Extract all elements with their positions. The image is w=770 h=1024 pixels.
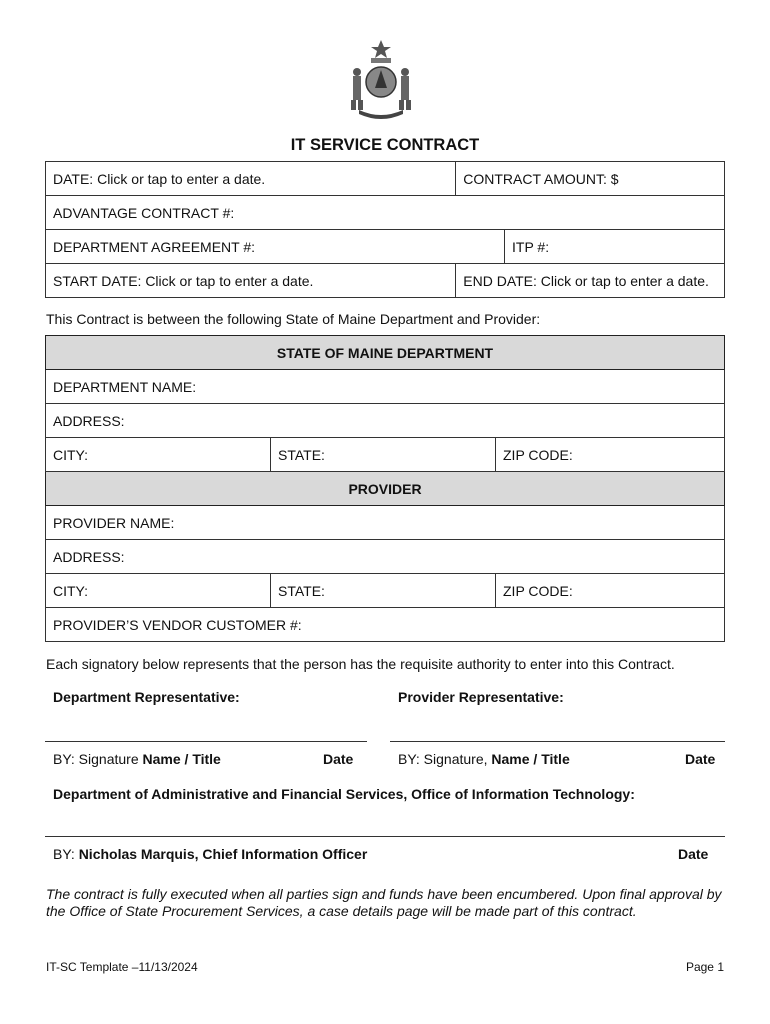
provider-city-field[interactable]: CITY: (46, 574, 271, 608)
cio-name-title: Nicholas Marquis, Chief Information Officer (78, 846, 368, 862)
itp-field[interactable]: ITP #: (505, 230, 725, 264)
by-signature-text: BY: Signature (53, 751, 143, 767)
department-address-field[interactable]: ADDRESS: (46, 404, 725, 438)
provider-date-label: Date (685, 751, 716, 767)
signatory-statement: Each signatory below represents that the person has the requisite authority to enter into this Contract. (46, 656, 675, 672)
provider-zip-field[interactable]: ZIP CODE: (496, 574, 725, 608)
name-title-text: Name / Title (142, 751, 221, 767)
advantage-contract-field[interactable]: ADVANTAGE CONTRACT #: (46, 196, 725, 230)
provider-header: PROVIDER (46, 472, 725, 506)
template-version: IT-SC Template –11/13/2024 (46, 960, 198, 974)
contract-amount-field[interactable]: CONTRACT AMOUNT: $ (456, 162, 725, 196)
execution-note: The contract is fully executed when all parties sign and funds have been encumbered. Upon final approval by the Office of State Procurement Services, a case details page will be made part of this contract. (46, 886, 722, 919)
document-title: IT SERVICE CONTRACT (290, 136, 480, 154)
department-date-label: Date (323, 751, 354, 767)
intro-text: This Contract is between the following State of Maine Department and Provider: (46, 311, 541, 327)
department-zip-field[interactable]: ZIP CODE: (496, 438, 725, 472)
department-signature-caption (53, 751, 221, 767)
provider-vendor-customer-field[interactable]: PROVIDER’S VENDOR CUSTOMER #: (46, 608, 725, 642)
by-signature-comma-text: BY: Signature, (398, 751, 492, 767)
department-agreement-field[interactable]: DEPARTMENT AGREEMENT #: (46, 230, 505, 264)
department-signature-line[interactable] (45, 741, 367, 742)
provider-signature-line[interactable] (390, 741, 725, 742)
provider-state-field[interactable]: STATE: (271, 574, 496, 608)
page-number: Page 1 (685, 960, 724, 974)
provider-representative-label: Provider Representative: (398, 689, 564, 705)
department-name-field[interactable]: DEPARTMENT NAME: (46, 370, 725, 404)
department-header: STATE OF MAINE DEPARTMENT (46, 336, 725, 370)
department-city-field[interactable]: CITY: (46, 438, 271, 472)
maine-state-seal-icon (345, 38, 417, 120)
provider-address-field[interactable]: ADDRESS: (46, 540, 725, 574)
end-date-field[interactable]: END DATE: Click or tap to enter a date. (456, 264, 725, 298)
parties-table (45, 335, 725, 642)
cio-signature-line[interactable] (45, 836, 725, 837)
provider-name-title-text: Name / Title (491, 751, 570, 767)
department-representative-label: Department Representative: (53, 689, 240, 705)
contract-info-table (45, 161, 725, 298)
by-text: BY: (53, 846, 79, 862)
date-field[interactable]: DATE: Click or tap to enter a date. (46, 162, 456, 196)
dafs-oit-label: Department of Administrative and Financial Services, Office of Information Technology: (53, 786, 635, 802)
department-state-field[interactable]: STATE: (271, 438, 496, 472)
cio-date-label: Date (678, 846, 709, 862)
start-date-field[interactable]: START DATE: Click or tap to enter a date. (46, 264, 456, 298)
cio-signature-caption (53, 846, 367, 862)
provider-signature-caption (398, 751, 570, 767)
provider-name-field[interactable]: PROVIDER NAME: (46, 506, 725, 540)
